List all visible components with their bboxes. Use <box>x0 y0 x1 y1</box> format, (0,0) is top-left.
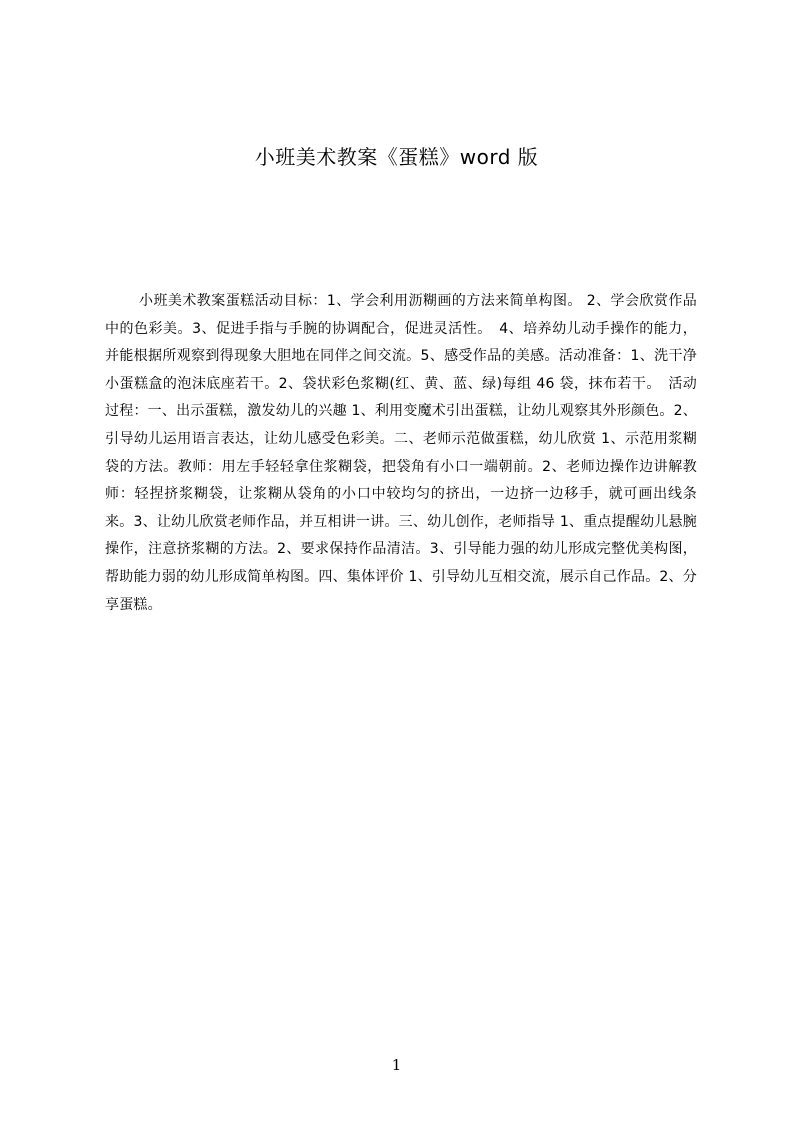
document-body-paragraph: 小班美术教案蛋糕活动目标：1、学会利用沥糊画的方法来简单构图。 2、学会欣赏作品中的色彩美。3、促进手指与手腕的协调配合，促进灵活性。 4、培养幼儿动手操作的能力，并能根据所观察到得现象大胆地在同伴之间交流。5、感受作品的美感。活动准备：1、洗干净小蛋糕盒的泡沫底座若干。2、袋状彩色浆糊(红、黄、蓝、绿)每组 46 袋，抹布若干。 活动过程：一、出示蛋糕，激发幼儿的兴趣 1、利用变魔术引出蛋糕，让幼儿观察其外形颜色。2、引导幼儿运用语言表达，让幼儿感受色彩美。二、老师示范做蛋糕，幼儿欣赏 1、示范用浆糊袋的方法。教师：用左手轻轻拿住浆糊袋，把袋角有小口一端朝前。2、老师边操作边讲解教师：轻捏挤浆糊袋，让浆糊从袋角的小口中较均匀的挤出，一边挤一边移手，就可画出线条来。3、让幼儿欣赏老师作品，并互相讲一讲。三、幼儿创作，老师指导 1、重点提醒幼儿悬腕操作，注意挤浆糊的方法。2、要求保持作品清洁。3、引导能力强的幼儿形成完整优美构图，帮助能力弱的幼儿形成简单构图。四、集体评价 1、引导幼儿互相交流，展示自己作品。2、分享蛋糕。 <box>105 293 697 613</box>
document-title: 小班美术教案《蛋糕》word 版 <box>254 145 539 169</box>
page-number: 1 <box>391 1056 402 1074</box>
